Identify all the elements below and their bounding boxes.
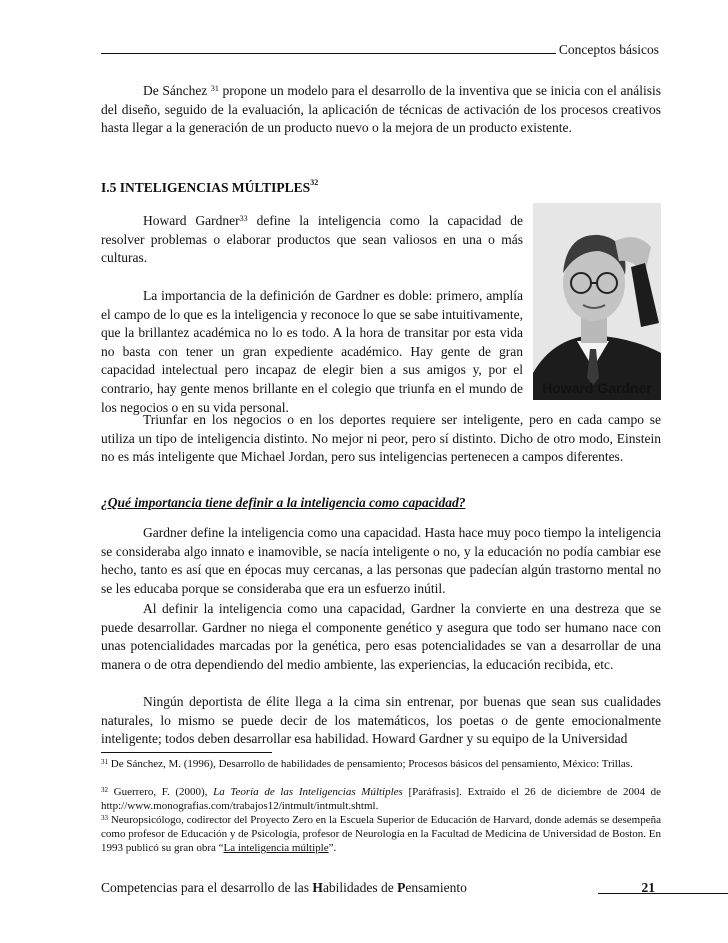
footer-text: ensamiento bbox=[405, 880, 467, 895]
footnote-text: ”. bbox=[328, 842, 337, 854]
section-heading bbox=[101, 180, 318, 196]
footer-initial: H bbox=[312, 880, 323, 895]
gardner-photo bbox=[533, 203, 661, 400]
intro-text-b: propone un modelo para el desarrollo de la inventiva que se inicia con el análisis del diseño, seguido de la evaluación, la aplicación de técnicas de activación de los procesos creativos hasta llegar a la generación de un producto nuevo o la mejora de un producto existente. bbox=[101, 83, 662, 136]
footer-rule bbox=[598, 893, 728, 894]
page-header bbox=[101, 40, 661, 60]
paragraph-success: Triunfar en los negocios o en los deportes requiere ser inteligente, pero en cada campo se utiliza un tipo de inteligencia distinto. No mejor ni peor, pero sí distinto. Dicho de otro modo, Einstein no es más inteligente que Michael Jordan, pero sus inteligencias pertenecen a campos diferentes. bbox=[101, 412, 661, 465]
footnote-ref-33[interactable]: 33 bbox=[239, 214, 248, 223]
para1-text-a: Howard Gardner bbox=[143, 213, 240, 228]
intro-text-a: De Sánchez bbox=[143, 83, 211, 98]
paragraph-importance: La importancia de la definición de Gardner es doble: primero, amplía el campo de lo que es la inteligencia y reconoce lo que se sabe intuitivamente, que la brillantez académica no lo es todo. A la hora de transitar por esta vida no basta con tener un gran expediente académico. Hay gente de gran capacidad intelectual pero incapaz de elegir bien a sus amigos y, por el contrario, hay gente menos brillante en el colegio que triunfa en el mundo de los negocios o en su vida personal. bbox=[101, 288, 523, 415]
footnote-text: De Sánchez, M. (1996), Desarrollo de habilidades de pensamiento; Procesos básicos del pensamiento, México: Trillas. bbox=[108, 758, 633, 770]
question-heading: ¿Qué importancia tiene definir a la inteligencia como capacidad? bbox=[101, 495, 466, 510]
footnote-number: 32 bbox=[101, 786, 108, 794]
footnote-ref-31[interactable]: 31 bbox=[210, 84, 219, 93]
section-title: I.5 INTELIGENCIAS MÚLTIPLES bbox=[101, 180, 311, 195]
footnote-number: 33 bbox=[101, 814, 108, 822]
footer-initial: P bbox=[397, 880, 406, 895]
footnote-text: Guerrero, F. (2000), bbox=[108, 786, 214, 798]
footnote-book-title: La Teoría de las Inteligencias Múltiples bbox=[213, 786, 403, 798]
photo-caption: Howard Gardner bbox=[542, 380, 652, 396]
header-rule bbox=[101, 53, 556, 54]
footer-text: abilidades de bbox=[322, 880, 398, 895]
intro-paragraph bbox=[101, 82, 661, 138]
footnote-text: [Paráfrasis]. Extraído el 26 de diciembre de 2004 de http://www.monografias.com/trabajos12/intmult/intmult.shtml. bbox=[101, 786, 662, 812]
footnote-32 bbox=[101, 785, 661, 813]
footer-text: Competencias para el desarrollo de las bbox=[101, 880, 313, 895]
footnote-33 bbox=[101, 813, 661, 855]
footnote-31 bbox=[101, 757, 661, 771]
footnote-ref-32[interactable]: 32 bbox=[310, 178, 319, 187]
header-title: Conceptos básicos bbox=[558, 42, 659, 57]
paragraph-skill: Al definir la inteligencia como una capacidad, Gardner la convierte en una destreza que se puede desarrollar. Gardner no niega el componente genético y asegura que todo ser humano nace con unas potencialidades marcadas por la genética, pero esas potencialidades se van a desarrollar de una manera o de otra dependiendo del medio ambiente, las experiencias, la educación recibida, etc. bbox=[101, 601, 661, 672]
page-footer bbox=[101, 880, 661, 900]
paragraph-capacity: Gardner define la inteligencia como una capacidad. Hasta hace muy poco tiempo la inteligencia se consideraba algo innato e inamovible, se nacía inteligente o no, y la educación no podía cambiar ese hecho, tanto es así que en épocas muy cercanas, a las personas que padecían algún trastorno mental no se les educaba porque se consideraba que era un esfuerzo inútil. bbox=[101, 525, 661, 596]
book-link[interactable]: La inteligencia múltiple bbox=[223, 842, 329, 854]
footnote-text: Neuropsicólogo, codirector del Proyecto Zero en la Escuela Superior de Educación de Harvard, donde además se desempeña como profesor de Educación y de Psicología, profesor de Neurología en la Facultad de Medicina de Universidad de Boston. En 1993 publicó su gran obra “ bbox=[101, 814, 661, 854]
para1-text-b: define la inteligencia como la capacidad de resolver problemas o elaborar productos que sean valiosos en una o más culturas. bbox=[101, 213, 523, 266]
page-number: 21 bbox=[641, 880, 655, 895]
footnote-number: 31 bbox=[101, 758, 108, 766]
paragraph-training: Ningún deportista de élite llega a la cima sin entrenar, por buenas que sean sus cualidades naturales, lo mismo se puede decir de los matemáticos, los poetas o de gente emocionalmente inteligente; todos deben desarrollar esa habilidad. Howard Gardner y su equipo de la Universidad bbox=[101, 694, 661, 747]
paragraph-definition bbox=[101, 212, 523, 268]
footnote-separator bbox=[101, 752, 272, 753]
footer-title bbox=[101, 880, 467, 896]
